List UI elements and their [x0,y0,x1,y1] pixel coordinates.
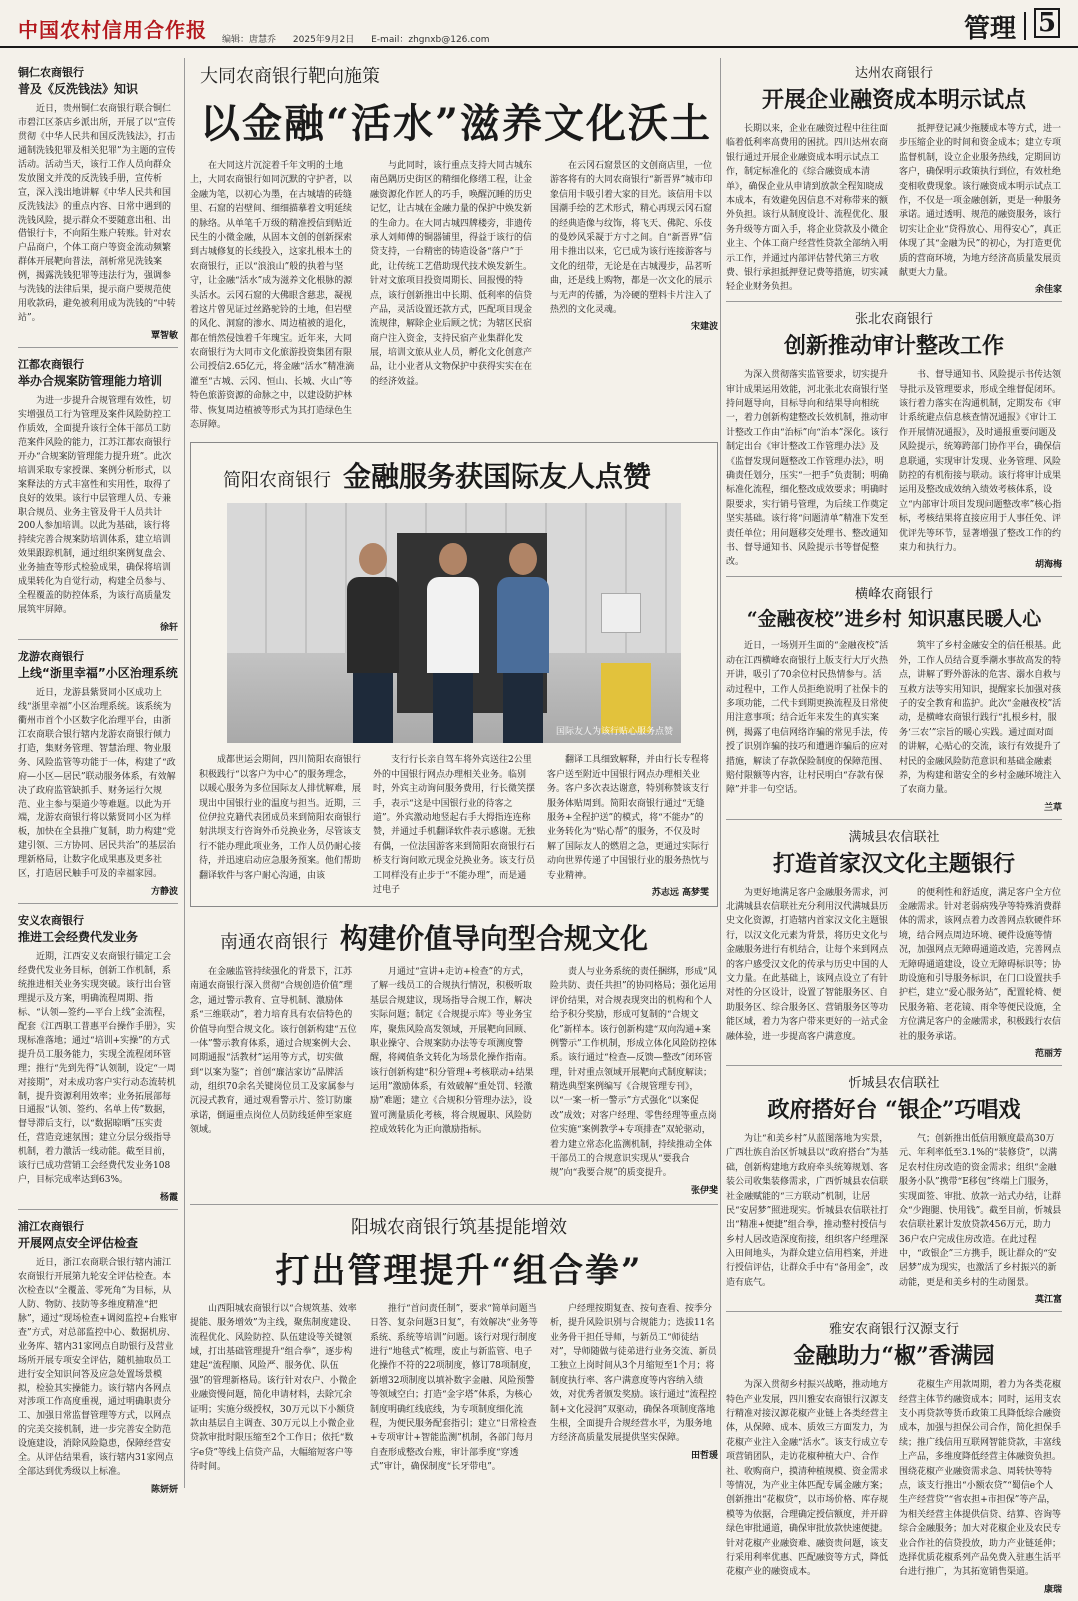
yangcheng-kicker: 阳城农商银行筑基提能增效 [351,1216,567,1238]
story-body: 近期，江西安义农商银行锚定工会经费代发业务目标，创新工作机制，系统推进相关业务实现突破。该行出台管理提示及方案，明确流程周期、指标、“认领—签约—平台上线”金流程，配套《江西职工普惠平台操作手册》，实现标准落地；通过“培训+实操”的方式提升员工服务能力，实现全流程闭环管理；推行“先到先得”认领制，设定“一周对接期”，对未成功客户实行动态流转机制，提升资源利用效率；业务拓展部每日通报“认领、签约、名单上传”数据，督导滞后支行，以“数据晾晒”压实责任，营造竞速氛围；建立分层分级指导机制，着力激活一线动能。截至目前，该行已成功营销工会经费代发业务108户，目标完成率达到63%。 [18,952,176,1186]
nantong-col-1: 在金融监管持续强化的背景下，江苏南通农商银行深入贯彻“合规创造价值”理念，通过警示教育、宣导机制、激励体系“三维联动”，着力培育具有农信特色的价值导向型合规文化。该行创新构建“五位一体”警示教育体系，通过合规案例大会、同期通报“活教材”运用等方式，切实做到“以案为鉴”；首创“廉洁家访”品牌活动，组织70余名关键岗位员工及家属参与沉浸式教育，通过观看警示片、签订防廉承诺，倒逼重点岗位人员防线延伸至家庭领域。 [190,966,357,1136]
story-bank: 张北农商银行 [854,312,933,328]
right-column [726,58,1062,1595]
email: E-mail：zhgnxb@126.com [371,35,490,45]
story-author: 莫江富 [1034,1295,1062,1306]
story-title: 开展企业融资成本明示试点 [761,87,1026,113]
lead-author: 宋建波 [690,322,718,333]
story-title: 上线“浙里幸福”小区治理系统 [18,666,178,680]
story-col-1: 为更好地满足客户金融服务需求，河北满城县农信联社充分利用汉代满城县历史文化资源，打造辖内首家汉文化主题银行，以汉文化元素为背景，将历史文化与金融服务进行有机结合，让每个来到网点的客户感受汉文化的传承与历史中国的人文力量。在此基础上，该网点设立了有针对性的分区设计，设置了智能服务区、自助服务区、综合服务区、营销服务区等功能区域，着力为客户带来更好的一站式金融体验，进一步提高客户满意度。 [726,887,889,1042]
story-mancheng [726,826,1062,1066]
box-col-1: 成都世运会期间，四川简阳农商银行积极践行“以客户为中心”的服务理念，以暖心服务为多位国际友人排忧解难，展现出中国银行业的温度与担当。近期，三位伊拉克籍代表团成员来到简阳农商银行射洪坝支行咨询外币兑换业务，尽管该支行不能办理此项业务，工作人员仍耐心接待，并迅速启动应急服务预案。他们帮助翻译软件与客户耐心沟通，由该 [199,755,362,881]
nantong-author: 张伊斐 [690,1185,718,1196]
box-bank: 简阳农商银行 [223,470,331,492]
lead-col-2: 与此同时，该行重点支持大同古城东南邑隅历史街区的精细化修缮工程，让金融资源化作匠人的巧手，唤醒沉睡的历史记忆，让古城在金融力量的保护中焕发新的生命力。在大同古城四牌楼旁，非遗传承人刘师傅的铜器铺里，得益于该行的信贷支持，一台精密的铸造设备“落户”于此，让传统工艺借助现代技术焕发新生。针对文旅项目投资周期长、回报慢的特点，该行创新推出中长期、低利率的信贷产品，灵活设置还款方式，匹配项目现金流规律，解除企业后顾之忧；为辖区民宿商户注入资金，支持民宿产业集群化发展，培训文旅从业人员，孵化文化创意产品，让小业者从文物保护中获得实实在在的经济效益。 [370,161,533,387]
nantong-col-2: 月通过“宣讲+走访+检查”的方式，了解一线员工的合规执行情况，积极听取基层合规建议，现场指导合规工作，解决实际问题；制定《合规提示库》等业务宝库，聚焦风险高发领域，开展靶向回顾、职业操守、合规案防办法等专项测度警醒，将阈值条文转化为场景化操作指南。该行创新构建“积分管理+考核联动+结果运用”激励体系，有效破解“重处罚、轻激励”难题；建立《合规积分管理办法》，设置可测量质化考核，将合规履职、风险防控成效转化为正向激励指标。 [370,966,534,1136]
story-author: 方静波 [150,887,178,898]
photo-yellow-cabinet [601,663,651,733]
story-yangcheng [190,1213,718,1475]
story-author: 兰草 [1043,802,1062,813]
story-col-1: 为让“和美乡村”从蓝图落地为实景，广西壮族自治区忻城县以“政府搭台”为基础，创新构建地方政府牵头统筹规划、客装公司收集装修需求，广西忻城县农信联社金融赋能的“三方联动”机制，让居民“安居梦”照进现实。忻城县农信联社打出“精准+便捷”组合拳，推动整村授信与乡村人居改造深度衔接，组织客户经理深入田间地头，为群众建立信用档案，并进行授信评估，让群众手中有“备用金”，改造有底气。 [726,1133,889,1288]
nantong-col-3: 责人与业务系统的责任捆绑，形成“风险共防、责任共担”的协同格局；强化运用评价结果，对合规表现突出的机构和个人给予积分奖励，形成可复制的“合规文化”新样本。该行创新构建“双向沟通+案例警示”工作机制，形成立体化风险防控体系。该行通过“检查—反馈—整改”闭环管理，针对重点领域开展靶向式制度解读；精选典型案例编写《合规管理专刊》，以“一案一析一警示”方式强化“以案促改”成效；对客户经理、零售经理等重点岗位实施“案例教学+专项排查”双轮驱动，着力建立常态化监测机制，持续推动全体干部员工的合规意识实现从“要我合规”向“我要合规”的质变提升。 [550,966,717,1179]
story-author: 徐轩 [159,623,178,633]
story-author: 范丽芳 [1034,1048,1062,1059]
paper-name: 中国农村信用合作报 [18,18,207,42]
story-bank: 铜仁农商银行 [18,66,84,79]
story-col-1: 长期以来，企业在融资过程中往往面临着低利率高费用的困扰。四川达州农商银行通过开展企业融资成本明示试点工作，制定标准化的《综合融资成本清单》，确保企业从申请到放款全程知晓成本成本，有效避免因信息不对称带来的额外负担。该行从制度设计、流程优化、服务升级等方面入手，将企业贷款及小微企业主、个体工商户经营性贷款全部纳入明示工作，并通过内部评估替代第三方收费、银行承担抵押登记费等措施，切实减轻企业财务负担。 [726,124,889,293]
story-nantong [190,917,718,1196]
photo-sign [601,593,641,633]
story-title: “金融夜校”进乡村 知识惠民暖人心 [746,608,1042,631]
story-author: 余佳家 [1034,285,1062,296]
editor: 编辑：唐慧乔 [222,35,277,45]
story-jiangdu [18,356,178,640]
story-zhangbei [726,308,1062,577]
story-author: 康瑞 [1043,1584,1062,1595]
photo-person [347,543,399,743]
yangcheng-col-3: 户经理按期复查、按旬查看、按季分析，提升风险识别与合规能力；选拔11名业务骨干担任导师，与新员工“师徒结对”，导师随做与徒弟进行业务交流、新员工独立上岗时间从3个月缩短至1个月；将制度执行率、客户满意度等内容纳入绩效，对优秀者颁发奖励。该行通过“流程控制+文化浸润”双驱动，确保各项制度落地生根，全面提升合规经营水平，为服务地方经济高质量发展提供坚实保障。 [550,1303,717,1444]
main-column [190,58,718,1488]
story-hengfeng [726,583,1062,819]
story-col-2: 筑牢了乡村金融安全的信任根基。此外，工作人员结合夏季潮水事故高发的特点，讲解了野外游泳的危害、溺水自救与互救方法等实用知识，提醒家长加强对孩子的安全教育和监护。此次“金融夜校”活动，是横峰农商银行践行“扎根乡村，服务‘三农’”宗旨的暖心实践。通过面对面的讲解，心贴心的交流，该行有效提升了村民的金融风险防范意识和基础金融素养，为构建和谐安全的乡村金融环境注入了农商力量。 [899,641,1062,796]
box-author: 苏志远 高梦雯 [651,887,709,898]
story-body: 近日，贵州铜仁农商银行联合铜仁市碧江区茶店乡派出所，开展了以“宣传贯彻《中华人民共和国反洗钱法》，打击通制洗钱犯罪及相关犯罪”为主题的宣传活动。活动当天，该行工作人员向群众发放图文并茂的反洗钱手册，宣传析宣，深入浅出地讲解《中华人民共和国反洗钱法》的重点内容、日常中遇到的洗钱风险，提示群众不要随意出租、出借银行卡，不向陌生账户转账。针对农户品商户，个体工商户等资金流动频繁群体开展靶向普法，剖析常见洗钱案例，揭露洗钱犯罪等违法行为，强调参与洗钱的法律后果，提示商户要规范使用收款码，避免被利用成为洗钱的“中转站”。 [18,104,176,324]
story-title: 开展网点安全评估检查 [18,1236,139,1251]
story-col-2: 书、督导通知书、风险提示书传达领导批示及管理要求，形成全维督促闭环。该行着力落实在沟通机制，定期发布《审计系统避点信息核查情况通报》《审计工作开展情况通报》，及时通报重要问题及风险提示，统筹跨部门协作平台，确保信息联通，实现审计发现、业务管理、风险防控的有机衔接与联动。该行将审计成果运用及整改成效纳入绩效考核体系，设立“内部审计项目发现问题整改率”核心指标，考核结果将直接应用于人事任免、评优评先等环节，显著增强了整改工作的约束力和执行力。 [899,370,1062,553]
yangcheng-headline: 打出管理提升“组合拳” [275,1250,643,1291]
story-bank: 满城县农信联社 [848,829,940,845]
story-yaan [726,1318,1062,1600]
box-story-jianyang [190,442,718,907]
column-divider [720,58,721,1488]
story-body: 近日，浙江农商联合银行辖内浦江农商银行开展第九轮安全评估检查。本次检查以“全覆盖、零死角”为目标，从人防、物防、技防等多维度精准“把脉”，通过“现场检查+调阅监控+台账审查”方式，对总部监控中心、数据机房、业务库、辖内31家网点自助银行及营业场所开展专项安全评估，随机抽取员工进行安全知识问答及应急处置场景模拟，检验其实操能力。该行辖内各网点对涉项工作高度重视，通过明确职责分工、加强日常监督管理等方式，以网点的完美交接机制，进一步完善安全防范设施建设，消除风险隐患，保障经营安全。从评估结果看，该行辖内31家网点全部达到优秀级以上标准。 [18,1258,178,1478]
lead-headline: 以金融“活水”滋养文化沃土 [200,100,713,147]
lead-col-3: 在云冈石窟景区的文创商店里，一位游客将有的大同农商银行“新晋界”城市印象信用卡吸引着大家的目光。该信用卡以国潮手绘的艺术形式，精心再现云冈石窟的经典造像与纹饰，将飞天、佛陀、乐伎的曼妙风采凝于方寸之间。自“新晋界”信用卡推出以来，它已成为该行连接游客与文化的纽带，无论是在古城漫步，品茗听曲，还是线上购物，都是一次文化的展示与无声的传播，为冷硬的塑料卡片注入了热烈的文化灵魂。 [550,161,713,315]
story-dazhou [726,62,1062,302]
story-title: 举办合规案防管理能力培训 [18,374,163,388]
story-author: 陈妍妍 [150,1485,178,1496]
story-body: 近日，龙游县紫贤同小区成功上线“浙里幸福”小区治理系统。该系统为衢州市首个小区数字化治理平台，由浙江农商联合银行辖内龙游农商银行倾力打造，集财务管理、智慧治理、物业服务、风险监管等功能于一体，构建了“政府—小区—居民”联动服务体系，有效解决了政府监管缺抓手、财务运行欠规范、业主参与渠道少等难题。以此为开端，龙游农商银行将以紫贤同小区为样板，加快在全县推广复制，助力构建“党建引领、三方协同、居民共治”的基层治理新格局，让数字化成果惠及更多社区，打造居民触手可及的幸福家园。 [18,688,176,880]
story-body: 为进一步提升合规管理有效性，切实增强员工行为管理及案件风险防控工作质效，全面提升该行全体干部员工防范案件风险的能力，江苏江都农商银行开办“合规案防管理能力提升班”。此次培训采取专家授课、案例分析形式，以案释法的方式丰富性和实用性，取得了良好的效果。该行中层管理人员、专兼职合规员、业务主管及骨干人员共计200人参加培训。以此为基础，该行将持续完善合规案防培训体系，建立培训效果跟踪机制，通过组织案例复盘会、业务抽查等形式检验成果，确保将培训成果转化为自觉行动，构建全员参与、全程覆盖的防控体系，为该行高质量发展筑牢屏障。 [18,396,172,616]
story-author: 杨霞 [159,1193,178,1204]
story-bank: 横峰农商银行 [854,587,933,603]
story-title: 创新推动审计整改工作 [783,333,1004,360]
date: 2025年9月2日 [292,35,355,45]
story-col-2: 抵押登记减少拖腰成本等方式，进一步压缩企业的时间和资金成本；建立专项监督机制，设立企业服务热线，定期回访客户，确保明示政策执行到位，有效杜绝变相收费现象。该行融资成本明示试点工作，不仅是一项金融创新，更是一种服务承诺。通过透明、规范的融资服务，该行切实让企业“贷得放心、用得安心”，真正体现了其“金融为民”的初心，为打造更优质的营商环境，为地方经济高质量发展贡献更大力量。 [899,124,1062,278]
story-bank: 南通农商银行 [220,931,328,953]
box-title: 金融服务获国际友人点赞 [343,460,652,494]
story-divider [190,1204,718,1205]
story-bank: 江都农商银行 [18,358,84,371]
story-longyou [18,648,178,904]
photo-person [497,543,549,743]
box-col-3: 翻译工具细致解释，并由行长专程将客户送至附近中国银行网点办理相关业务。客户多次表达谢意，特别称赞该支行服务体贴周到。简阳农商银行通过“无缝服务+全程护送”的模式，将“不能办”的业务转化为“贴心帮”的服务，不仅及时解了国际友人的燃眉之急，更通过实际行动向世界传递了中国银行业的服务热忱与专业精神。 [547,755,710,881]
story-title: 金融助力“椒”香满园 [793,1343,995,1370]
story-col-1: 为深入贯彻乡村振兴战略，推动地方特色产业发展，四川雅安农商银行汉源支行精准对接汉源花椒产业链上各类经营主体，从保障、成本、质效三方面发力，为花椒产业注入金融“活水”。该支行成立专项营销团队，走访花椒种植大户、合作社、收购商户，摸清种植规模、资金需求等情况，为产业主体匹配专属金融方案；创新推出“花椒贷”，以市场价格、库存规模等为依据，合理确定授信额度，并开辟绿色审批通道，确保审批放款快速便捷。针对花椒产业融资难、融资贵问题，该支行采用利率优惠、匹配融资等方式，降低花椒产业的融资成本。 [726,1380,889,1578]
story-col-2: 气；创新推出低信用额度最高30万元、年利率低至3.1%的“装修贷”，以满足农村住房改造的资金需求；组织“金融服务小队”携带“E移包”终端上门服务，实现面签、审批、放款一站式办结，让群众“少跑腿、快用钱”。截至目前，忻城县农信联社累计发放贷款456万元，助力36户农户完成住房改造。在此过程中，“政银企”三方携手，既让群众的“安居梦”成为现实，也激活了乡村振兴的新动能，更是和美乡村的生动图景。 [899,1133,1062,1288]
column-divider [184,58,185,1488]
masthead [0,0,1078,48]
lead-story [190,62,718,432]
news-photo [227,503,681,743]
story-author: 覃智敏 [150,331,178,341]
page-number: 5 [1034,8,1060,38]
story-col-2: 花椒生产用款周期，着力为各类花椒经营主体节约融资成本；同时，运用支农支小再贷款等货币政策工具降低综合融资成本，加强与担保公司合作，简化担保手续；推广线信用互联网智能贷款，丰富线上产品，多维度降低经营主体融资负担。围绕花椒产业融资需求急、周转快等特点，该支行推出“小额农贷”“蜀信e个人生产经营贷”“省农担+市担保”等产品，为相关经营主体提供信贷、结算、咨询等综合金融服务；加大对花椒企业及农民专业合作社的信贷投放，助力产业链延伸；选择优质花椒系列产品免费入驻惠生活平台进行推广，为其拓宽销售渠道。 [899,1380,1062,1578]
story-title: 推进工会经费代发业务 [18,930,139,945]
story-anyi [18,912,178,1210]
story-bank: 雅安农商银行汉源支行 [828,1322,959,1338]
edition-info [222,32,504,45]
photo-caption: 国际友人为该行贴心服务点赞 [555,727,673,738]
section-title: 管理 [963,14,1016,44]
story-col-1: 为深入贯彻落实监管要求，切实提升审计成果运用效能，河北张北农商银行坚持问题导向，目标导向和结果导向相统一，着力创新构建整改长效机制，推动审计整改工作由“治标”向“治本”深化。该行制定出台《审计整改工作管理办法》及《监督发现问题整改工作管理办法》，明确责任划分，压实“一把手”负责制；明确标准化流程，细化整改成效要求；明确时限要求，实行销号管理，为后续工作奠定坚实基础。该行将“问题清单”精准下发至责任单位；用问题移交处理书、整改通知书、督导通知书、风险提示书等督促整改。 [726,370,889,568]
story-pujiang [18,1218,178,1501]
story-author: 胡海梅 [1034,560,1062,571]
story-xincheng [726,1072,1062,1312]
left-column [18,58,178,1496]
lead-kicker: 大同农商银行靶向施策 [200,66,380,87]
story-col-1: 近日，一场别开生面的“金融夜校”活动在江西横峰农商银行上版支行大厅火热开讲，吸引了70余位村民热情参与。活动过程中，工作人员拒绝说明了社保卡的多项功能，二代卡到期更换流程及日常使用注意事项；结合近年来发生的真实案例，揭露了电信网络诈骗的常见手法，传授了识别诈骗的技巧和遭遇诈骗后的应对措施，解读了存款保险制度的保障范围、赔付限额等内容，让村民明白“存款有保障”并非一句空话。 [726,641,889,796]
story-tongren [18,64,178,348]
story-bank: 达州农商银行 [854,66,933,81]
section-divider [1024,12,1026,40]
story-bank: 忻城县农信联社 [848,1075,940,1091]
lead-col-1: 在大同这片沉淀着千年文明的土地上，大同农商银行如同沉默的守护者，以金融为笔，以初心为墨，在古城墙的砖缝里、石窟的岩壁间、细细描摹着文明延续的脉络。从单笔千万级的精准授信到贴近民生的小微金融，从固本文创的创新探索到古城修复的长线投入，这家扎根本土的农商银行，正以“浪浪山”般的执着与坚守，让金融“活水”成为滋养文化根脉的源头活水。云冈石窟的大佛眼含慈悲，凝视着这片曾见证过丝路驼铃的土地，但岩壁的风化、洞窟的渗水、周边植被的退化，都在悄然侵蚀着千年瑰宝。近年来，大同农商银行为大同市文化旅游投资集团有限公司授信2.65亿元，将金融“活水”精准滴灌至“古城、云冈、恒山、长城、火山”等特色旅游资源的命脉之中，以建设防护林带、恢复周边植被等形式为其打造绿色生态屏障。 [190,161,355,431]
photo-person [427,543,479,743]
yangcheng-author: 田哲瑗 [690,1450,718,1461]
yangcheng-col-2: 推行“首问责任制”，要求“简单问题当日答、复杂问题3日复”，有效解决“业务等系统、系统等培训”问题。该行对现行制度进行“地毯式”梳理，废止与新监管、电子化操作不符的22项制度，修订78项制度，新增32项制度以填补数字金融、风险预警等领域空白；打造“金字塔”体系，为核心制度明确红线底线，为专项制度细化流程，为便民服务配套指引；建立“日常检查+专项审计+智能监测”机制，各部门每月自查形成整改台账，审计部季度“穿透式”审计，确保制度“长牙带电”。 [370,1303,538,1473]
box-col-2: 支行行长亲自驾车将外宾送往2公里外的中国银行网点办理相关业务。临别时，外宾主动询问服务费用，行长微笑摆手，表示“这是中国银行业的待客之道”。外宾激动地竖起右手大拇指连连称赞，并通过手机翻译软件表示感谢。无独有偶，一位法国游客来到简阳农商银行石桥支行询问欧元现金兑换业务。该支行员工同样没有止步于“不能办理”，而是通过电子 [373,755,536,895]
story-title: 打造首家汉文化主题银行 [772,850,1015,877]
story-title: 政府搭好台 “银企”巧唱戏 [767,1096,1021,1123]
story-bank: 龙游农商银行 [18,650,84,663]
story-col-2: 的便利性和舒适度，满足客户全方位金融需求。针对老弱病残孕等特殊消费群体的需求，该网点着力改善网点软硬件环境，结合网点周边环境、硬件设施等情况，加强网点无障碍通道改造，完善网点无障碍通道建设，设立无障碍标识等；协助设施和引导服务标识，在门口设置扶手护栏，建立“爱心服务站”，配置轮椅、便民服务箱、老花镜、雨伞等便民设施，全方位满足客户的金融需求，积极践行农信社的服务承诺。 [899,887,1062,1042]
story-title: 构建价值导向型合规文化 [340,921,649,955]
yangcheng-col-1: 山西阳城农商银行以“合规筑基、效率提能、服务增效”为主线，聚焦制度建设、流程优化、风险防控、队伍建设等关键领域，打出基础管理提升“组合拳”，逐步构建起“流程顺、风险严、服务优、队伍强”的管理新格局。该行针对农户、小微企业融资慢问题，简化申请材料，去除冗余证明；实施分级授权，30万元以下小额贷款由基层自主调查、30万元以上小微企业贷款审批时限压缩至2个工作日；依托“数字e贷”等线上信贷产品，大幅缩短客户等待时间。 [190,1303,357,1473]
story-title: 普及《反洗钱法》知识 [18,82,139,96]
story-bank: 浦江农商银行 [18,1220,84,1234]
story-bank: 安义农商银行 [18,914,84,928]
